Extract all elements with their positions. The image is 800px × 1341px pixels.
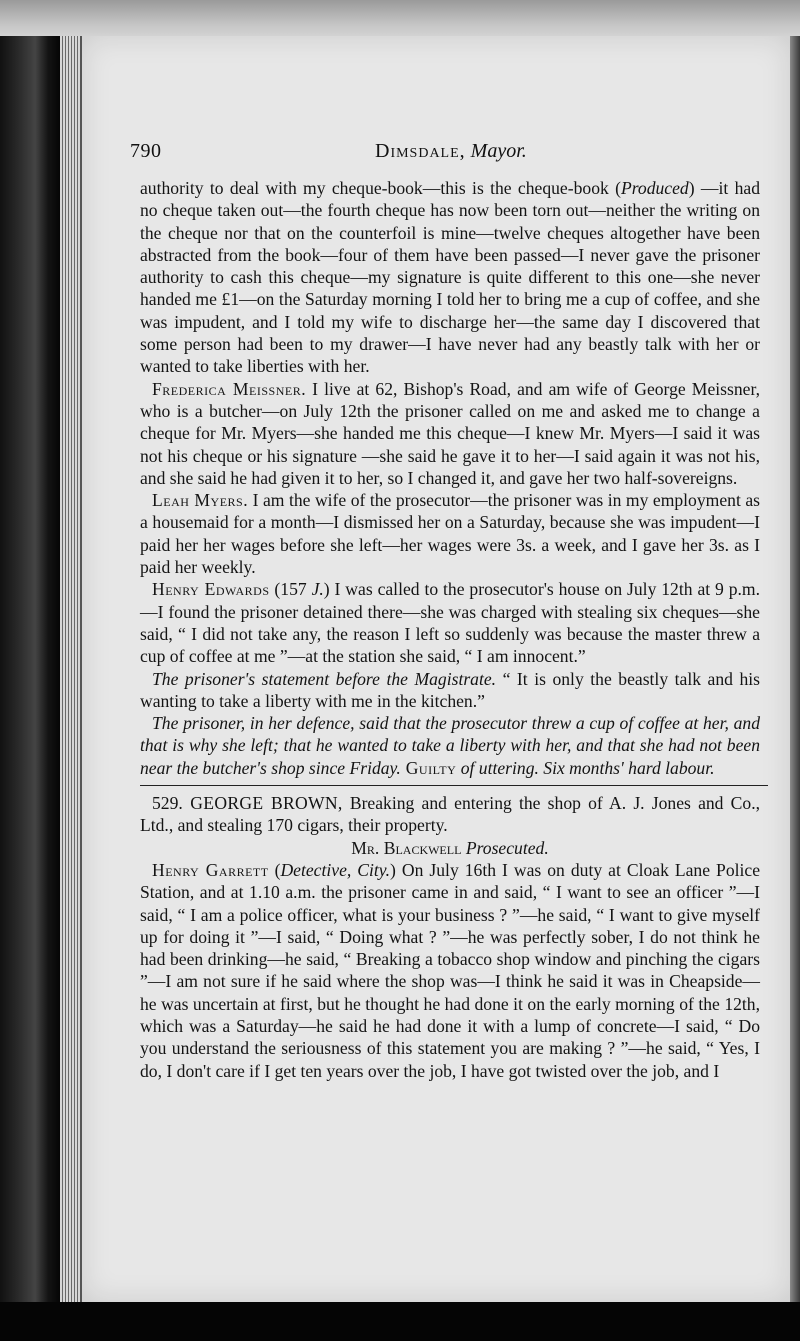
witness-name: Henry Garrett xyxy=(152,859,269,880)
testimony-paragraph-edwards xyxy=(140,578,760,667)
text-run: (157 xyxy=(269,579,312,600)
case-divider xyxy=(140,785,768,786)
text-run: ) I was called to the prosecutor's house on July 12th at 9 p.m.—I found the prisoner detained there—she was charged with stealing six cheques—she said, “ I did not take any, the reason I left so suddenly was because the master threw a cup of coffee at me ”—at the station she said, “ I am innocent.” xyxy=(140,579,761,667)
prosecuted-label: Prosecuted. xyxy=(461,837,549,858)
bottom-shadow xyxy=(0,1302,800,1341)
running-head-name: Dimsdale, xyxy=(375,140,466,162)
case-number: 529. xyxy=(152,793,183,814)
page-header xyxy=(130,140,770,170)
witness-name: Leah Myers. xyxy=(152,490,249,511)
text-run: ( xyxy=(268,859,281,880)
testimony-paragraph-meissner xyxy=(140,378,760,489)
running-head-role: Mayor. xyxy=(470,140,527,162)
division-letter: J. xyxy=(311,579,324,600)
prisoner-statement xyxy=(140,668,760,713)
verdict: Guilty xyxy=(400,757,457,778)
accused-name: GEORGE BROWN, xyxy=(182,793,343,814)
statement-heading: The prisoner's statement before the Magistrate. xyxy=(152,668,497,689)
text-run: ) —it had no cheque taken out—the fourth cheque has now been torn out—neither the writing on the cheque nor that on the counterfoil is mine—twelve cheques altogether have been abstracted from the book—four of them have been passed—I never gave the prisoner authority to cash this cheque—my signature is quite different to this one—she never handed me £1—on the Saturday morning I told her to bring me a cup of coffee, and she was impudent, and I told my wife to discharge her—the same day I discovered that some person had been to my drawer—I have never had any beastly talk with her or wanted to take liberties with her. xyxy=(140,178,760,377)
page-edges xyxy=(60,36,82,1306)
page-number: 790 xyxy=(130,140,162,162)
witness-name: Henry Edwards xyxy=(152,579,270,600)
text-run: authority to deal with my cheque-book—this is the cheque-book ( xyxy=(140,178,621,198)
testimony-paragraph-myers xyxy=(140,177,760,378)
text-run: I am the wife of the prosecutor—the prisoner was in my employment as a housemaid for a month—I dismissed her on a Saturday, because she was impudent—I paid her her wages before she left—her wages were 3s. a week, and I gave her 3s. as I paid her weekly. xyxy=(140,490,760,578)
testimony-paragraph-garrett xyxy=(140,859,760,1082)
prosecution-line xyxy=(140,837,760,859)
running-head xyxy=(375,140,527,163)
text-run: I live at 62, Bishop's Road, and am wife of George Meissner, who is a butcher—on July 12th the prisoner called on me and asked me to change a cheque for Mr. Myers—she handed me this cheque—I knew Mr. Myers—I said it was not his cheque or his signature —she said he gave it to her—I said again it was not his, and she said he had given it to her, so I changed it, and gave her two half-sovereigns. xyxy=(140,378,760,488)
charge: Breaking and entering the shop of A. J. Jones and Co., Ltd., and stealing 170 cigars, their property. xyxy=(140,793,760,836)
prisoner-defence xyxy=(140,712,760,779)
sentence: of uttering. Six months' hard labour. xyxy=(456,757,715,778)
witness-role: Detective, City. xyxy=(280,859,391,880)
testimony-paragraph-leah-myers xyxy=(140,489,760,578)
page-body xyxy=(140,177,760,1082)
text-run: “ It is only the beastly talk and his wanting to take a liberty with me in the kitchen.” xyxy=(140,668,760,711)
book-binding xyxy=(0,36,64,1341)
witness-name: Frederica Meissner. xyxy=(152,378,307,399)
defence-text: The prisoner, in her defence, said that the prosecutor threw a cup of coffee at her, and that is why she left; that he wanted to take a liberty with her, and that she had not been near the butcher's shop since Friday. xyxy=(140,713,760,778)
case-title xyxy=(140,792,760,837)
produced-note: Produced xyxy=(620,178,689,198)
text-run: ) On July 16th I was on duty at Cloak Lane Police Station, and at 1.10 a.m. the prisoner came in and said, “ I want to see an officer ”—I said, “ I am a police officer, what is your business ? ”—he said, “ I want to give myself up for doing it ”—I said, “ Doing what ? ”—he was perfectly sober, I do not think he had been drinking—he said, “ Breaking a tobacco shop window and pinching the cigars ”—I am not sure if he said where the shop was—I think he said it was in Cheapside—he was uncertain at first, but he thought he had done it on the early morning of the 12th, which was a Saturday—he said he had done it with a lump of concrete—I said, “ Do you understand the seriousness of this statement you are making ? ”—he said, “ Yes, I do, I don't care if I get ten years over the job, I have got twisted over the job, and I xyxy=(140,859,761,1081)
prosecutor-name: Mr. Blackwell xyxy=(351,837,462,858)
